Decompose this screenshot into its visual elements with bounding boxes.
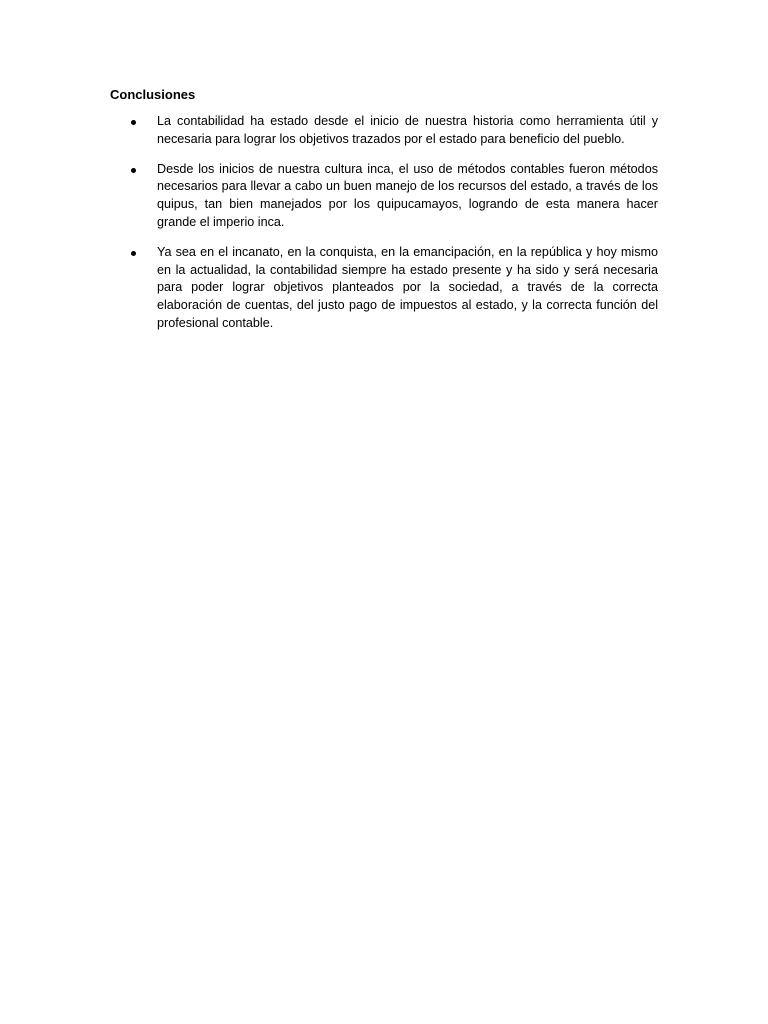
list-item — [110, 113, 658, 149]
bullet-icon — [131, 251, 136, 256]
list-item — [110, 161, 658, 232]
bullet-icon — [131, 168, 136, 173]
list-item-text: Desde los inicios de nuestra cultura inca, el uso de métodos contables fueron métodos necesarios para llevar a cabo un buen manejo de los recursos del estado, a través de los quipus, tan bien manejados por los quipucamayos, logrando de esta manera hacer grande el imperio inca. — [157, 161, 658, 229]
list-item-text: Ya sea en el incanato, en la conquista, en la emancipación, en la república y hoy mismo en la actualidad, la contabilidad siempre ha estado presente y ha sido y será necesaria para poder lograr objetivos planteados por la sociedad, a través de la correcta elaboración de cuentas, del justo pago de impuestos al estado, y la correcta función del profesional contable. — [157, 244, 658, 330]
conclusions-list — [110, 113, 658, 345]
list-item — [110, 244, 658, 333]
bullet-icon — [131, 120, 136, 125]
list-item-text: La contabilidad ha estado desde el inicio de nuestra historia como herramienta útil y necesaria para lograr los objetivos trazados por el estado para beneficio del pueblo. — [157, 114, 658, 146]
section-heading: Conclusiones — [110, 87, 196, 102]
